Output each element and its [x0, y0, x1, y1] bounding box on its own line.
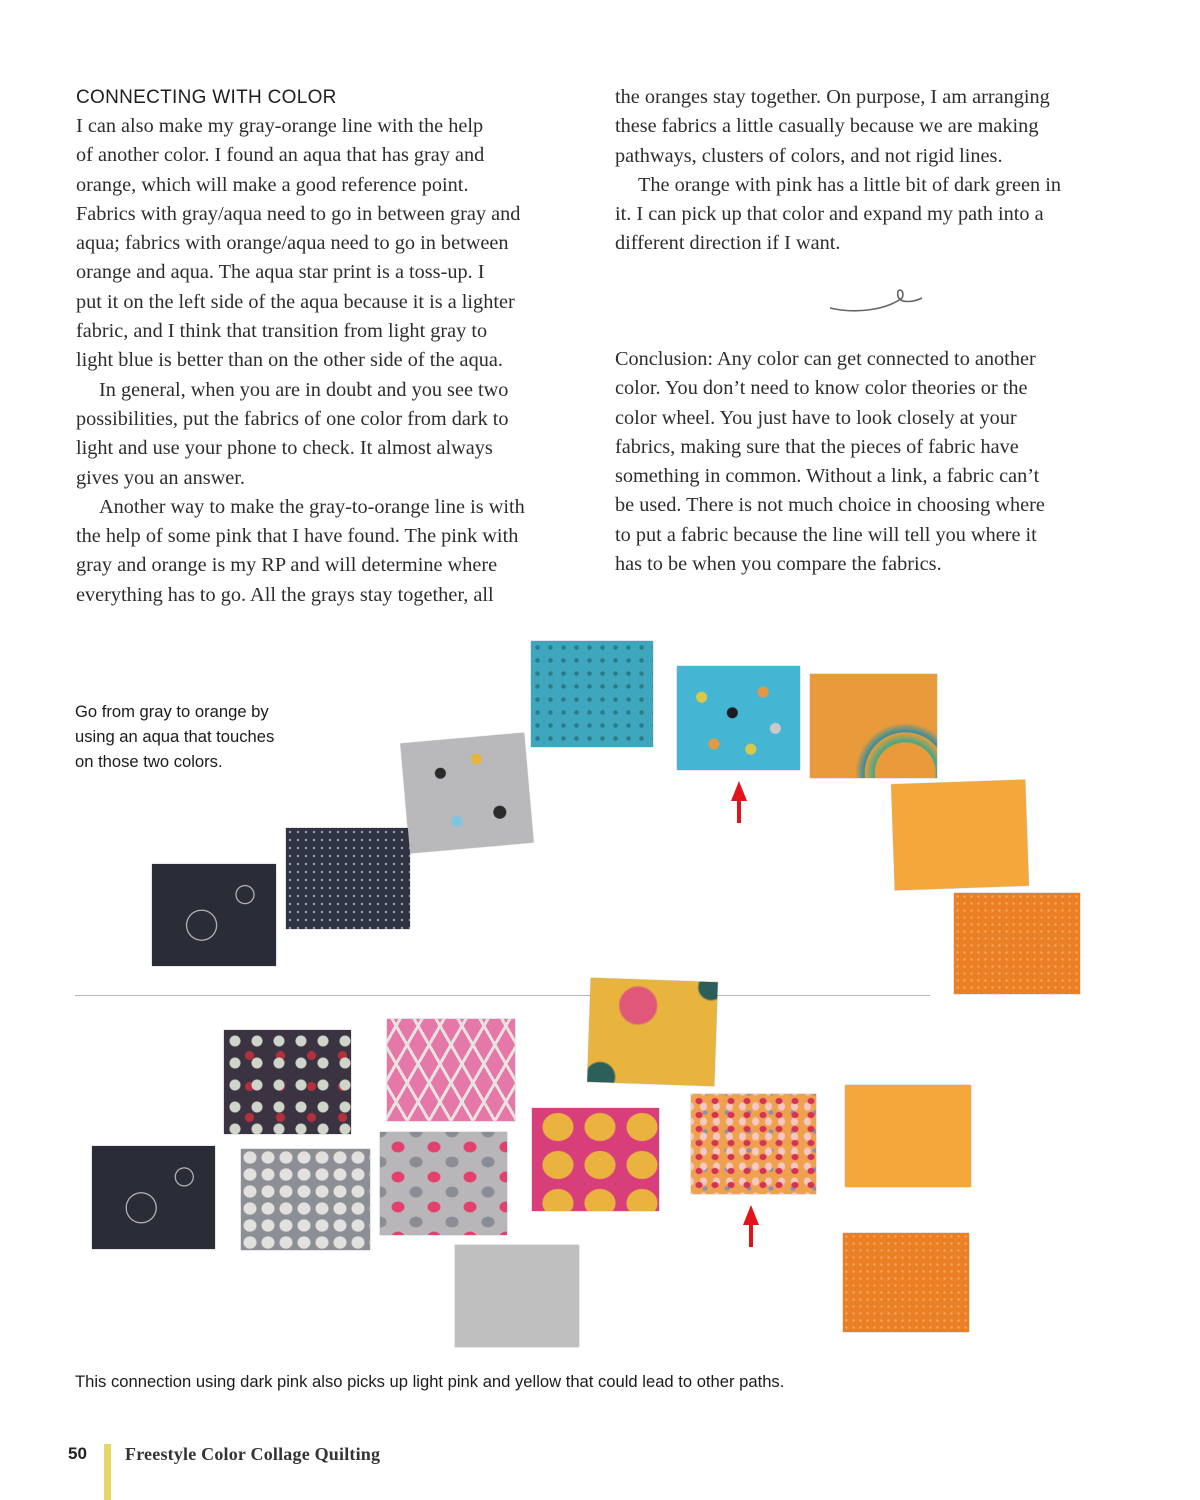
swatch-aqua-star — [531, 641, 653, 747]
swatch-pink-yellow-blob — [532, 1108, 659, 1211]
paragraph: In general, when you are in doubt and you see two possibilities, put the fabrics of one color from dark to light and use your phone to check. It almost always gives you an answer. — [76, 378, 509, 489]
section-heading: CONNECTING WITH COLOR — [76, 87, 337, 108]
paragraph: the oranges stay together. On purpose, I am arranging these fabrics a little casually because we are making pathways, clusters of colors, and not rigid lines. — [615, 86, 1050, 167]
swatch-pink-lattice — [387, 1019, 515, 1121]
swatch-dark-gray-paisley — [152, 864, 276, 966]
swatch-orange-mosaic — [810, 674, 937, 778]
red-arrow-up-icon — [732, 781, 746, 823]
paragraph: The orange with pink has a little bit of dark green in it. I can pick up that color and expand my path into a different direction if I want. — [615, 173, 1061, 255]
swatch-dark-orange — [843, 1233, 969, 1332]
swatch-navy-dot — [286, 828, 410, 929]
page-number: 50 — [68, 1444, 87, 1463]
swatch-dark-orange — [954, 893, 1080, 994]
left-column — [76, 83, 581, 610]
swatch-aqua-pebble — [677, 666, 800, 770]
swatch-light-orange — [891, 780, 1029, 891]
swatch-dark-gray-paisley — [92, 1146, 215, 1249]
swatch-gray-hearts — [400, 733, 533, 853]
conclusion-block — [615, 345, 1120, 579]
book-title: Freestyle Color Collage Quilting — [125, 1444, 381, 1464]
swatch-dark-floral — [224, 1030, 351, 1134]
swatch-light-gray — [455, 1245, 579, 1347]
swatch-yellow-rose — [587, 978, 718, 1086]
swatch-orange-pink-floral — [691, 1094, 816, 1194]
red-arrow-up-icon — [744, 1205, 758, 1247]
swatch-gray-pink-dot — [380, 1132, 507, 1235]
right-column — [615, 83, 1120, 259]
figure-caption-bottom: This connection using dark pink also picks up light pink and yellow that could lead to other paths. — [75, 1372, 785, 1391]
footer-accent-bar — [104, 1444, 111, 1500]
swatch-light-orange — [845, 1085, 971, 1187]
figure-divider — [75, 995, 930, 996]
flourish-divider-icon — [826, 280, 926, 316]
figure-caption-top: Go from gray to orange by using an aqua that touches on those two colors. — [75, 702, 275, 771]
swatch-gray-circle-dot — [241, 1149, 370, 1250]
paragraph: I can also make my gray-orange line with the help of another color. I found an aqua that has gray and orange, which will make a good reference point. Fabrics with gray/aqua need to go in between gray and aqua; fabrics with orange/aqua need to go in between orange and aqua. The aqua star print is a toss-up. I put it on the left side of the aqua because it is a lighter fabric, and I think that transition from light gray to light blue is better than on the other side of the aqua. — [76, 115, 521, 372]
paragraph: Another way to make the gray-to-orange line is with the help of some pink that I have found. The pink with gray and orange is my RP and will determine where everything has to go. All the grays stay together, all — [76, 495, 525, 606]
paragraph: Conclusion: Any color can get connected to another color. You don’t need to know color theories or the color wheel. You just have to look closely at your fabrics, making sure that the pieces of fabric have something in common. Without a link, a fabric can’t be used. There is not much choice in choosing where to put a fabric because the line will tell you where it has to be when you compare the fabrics. — [615, 348, 1045, 576]
